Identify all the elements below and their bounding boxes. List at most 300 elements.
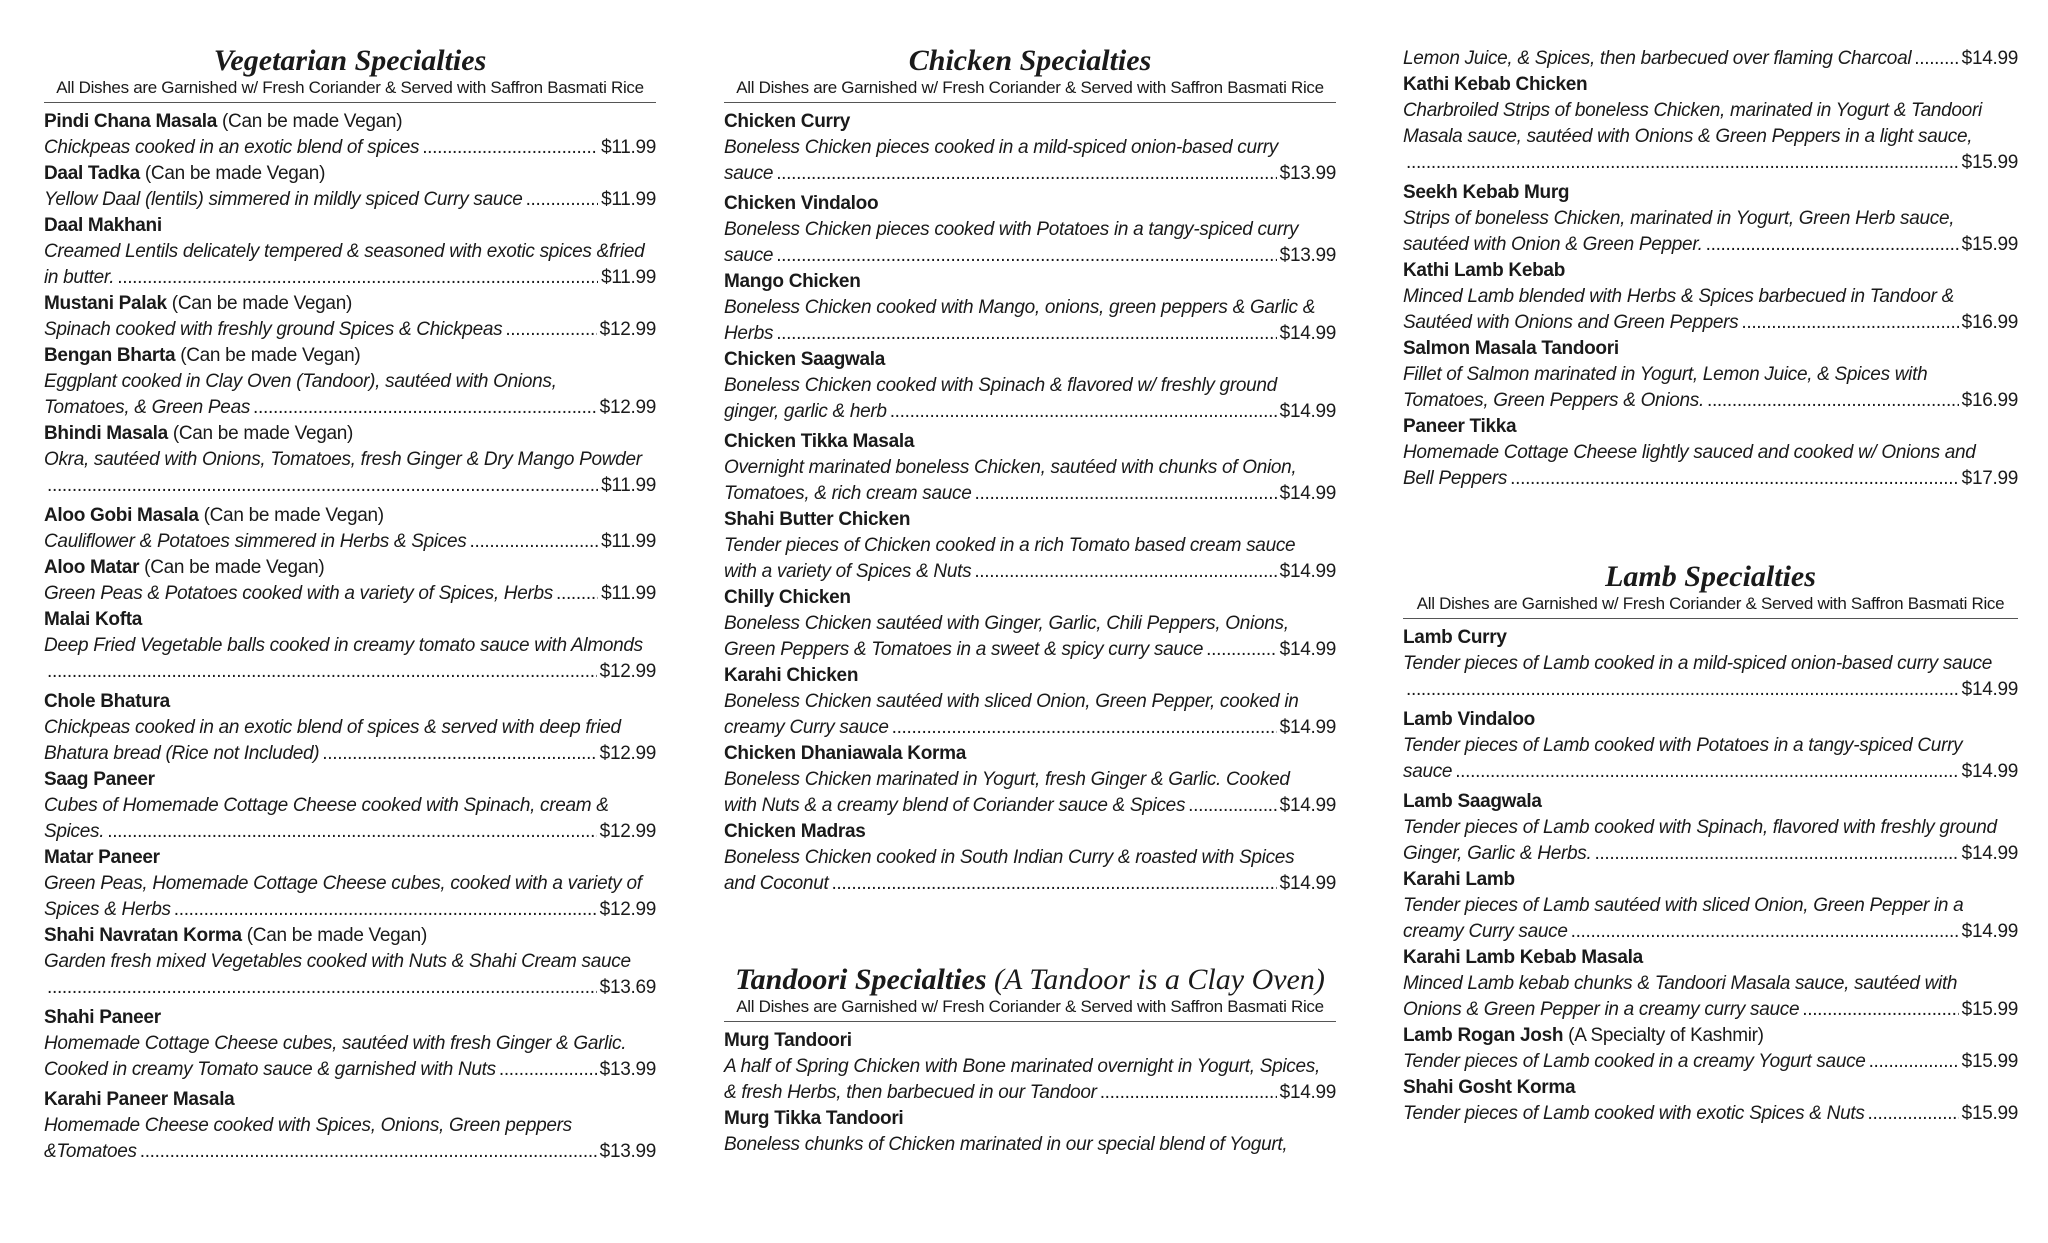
menu-item: [44, 555, 656, 607]
tandoori-continued: [1403, 0, 2018, 492]
item-description: Tender pieces of Lamb cooked with Spinach, flavored with freshly ground: [1403, 817, 1997, 838]
item-title: Chilly Chicken: [724, 587, 851, 608]
menu-item: [44, 607, 656, 685]
leader-dots: [892, 715, 1277, 741]
item-name: [724, 507, 1336, 533]
item-price-line: [44, 975, 656, 1001]
item-price-line: [724, 161, 1336, 187]
leader-dots: [140, 1139, 597, 1165]
section-subtitle: All Dishes are Garnished w/ Fresh Coriander & Served with Saffron Basmati Rice: [724, 997, 1336, 1022]
menu-item: [1403, 1023, 2018, 1075]
item-description: Boneless Chicken sautéed with sliced Onion, Green Pepper, cooked in: [724, 691, 1299, 712]
item-description-end: Tender pieces of Lamb cooked in a creamy Yogurt sauce: [1403, 1051, 1866, 1072]
item-price-line: [724, 321, 1336, 347]
menu-list: [1403, 625, 2018, 1127]
item-title: Shahi Paneer: [44, 1007, 161, 1028]
item-name: [44, 1087, 656, 1113]
item-description: Minced Lamb kebab chunks & Tandoori Masala sauce, sautéed with: [1403, 973, 1958, 994]
item-title: Malai Kofta: [44, 609, 143, 630]
column-middle: [724, 0, 1336, 1158]
item-note: (Can be made Vegan): [144, 163, 326, 184]
item-price: $14.99: [1961, 48, 2018, 69]
item-name: [44, 343, 656, 369]
item-description-end: &Tomatoes: [44, 1141, 137, 1162]
item-name: [1403, 867, 2018, 893]
item-description: Strips of boneless Chicken, marinated in Yogurt, Green Herb sauce,: [1403, 208, 1955, 229]
item-title: Karahi Chicken: [724, 665, 859, 686]
item-description-end: Onions & Green Pepper in a creamy curry sauce: [1403, 999, 1800, 1020]
item-title: Bengan Bharta: [44, 345, 176, 366]
item-title: Aloo Gobi Masala: [44, 505, 199, 526]
item-price: $16.99: [1961, 312, 2018, 333]
menu-item: [1403, 414, 2018, 492]
item-name: [724, 1028, 1336, 1054]
item-price-line: [44, 897, 656, 923]
item-price-line: [44, 529, 656, 555]
item-description-end: and Coconut: [724, 873, 829, 894]
item-description: Tender pieces of Lamb cooked with Potatoes in a tangy-spiced Curry: [1403, 735, 1963, 756]
item-price-line: [1403, 46, 2018, 72]
item-description-end: sautéed with Onion & Green Pepper.: [1403, 234, 1703, 255]
item-description-end: Yellow Daal (lentils) simmered in mildly spiced Curry sauce: [44, 189, 523, 210]
item-price: $14.99: [1279, 483, 1336, 504]
item-title: Aloo Matar: [44, 557, 140, 578]
item-price: $14.99: [1279, 401, 1336, 422]
item-price-line: [44, 741, 656, 767]
leader-dots: [526, 187, 599, 213]
menu-item: [1403, 1075, 2018, 1127]
item-description-end: Tomatoes, Green Peppers & Onions.: [1403, 390, 1704, 411]
item-description-end: Chickpeas cooked in an exotic blend of spices: [44, 137, 420, 158]
item-name: [1403, 336, 2018, 362]
item-price-line: [1403, 677, 2018, 703]
leader-dots: [47, 659, 597, 685]
menu-item: [724, 663, 1336, 741]
item-price-line: [724, 793, 1336, 819]
item-description-end: Cooked in creamy Tomato sauce & garnished with Nuts: [44, 1059, 496, 1080]
item-price: $12.99: [599, 743, 656, 764]
tandoori-section: [724, 963, 1336, 1158]
item-price-line: [44, 395, 656, 421]
item-name: [44, 923, 656, 949]
item-price: $15.99: [1961, 1051, 2018, 1072]
item-description: Tender pieces of Lamb sautéed with sliced Onion, Green Pepper in a: [1403, 895, 1964, 916]
item-price: $11.99: [601, 137, 656, 158]
leader-dots: [890, 399, 1277, 425]
item-price: $13.99: [1279, 245, 1336, 266]
item-name: [1403, 72, 2018, 98]
item-name: [44, 109, 656, 135]
item-description-end: Bell Peppers: [1403, 468, 1508, 489]
menu-item: [44, 845, 656, 923]
item-description-end: & fresh Herbs, then barbecued in our Tandoor: [724, 1082, 1097, 1103]
leader-dots: [1206, 637, 1277, 663]
item-name: [1403, 625, 2018, 651]
item-title: Chicken Tikka Masala: [724, 431, 915, 452]
item-price: $15.99: [1961, 234, 2018, 255]
item-price: $12.99: [599, 661, 656, 682]
leader-dots: [47, 975, 597, 1001]
item-description-end: sauce: [1403, 761, 1453, 782]
item-description: Cubes of Homemade Cottage Cheese cooked with Spinach, cream &: [44, 795, 609, 816]
leader-dots: [1707, 388, 1959, 414]
item-title: Karahi Paneer Masala: [44, 1089, 235, 1110]
item-name: [1403, 707, 2018, 733]
item-price: $12.99: [599, 899, 656, 920]
leader-dots: [831, 871, 1276, 897]
item-title: Shahi Gosht Korma: [1403, 1077, 1576, 1098]
item-price-line: [1403, 388, 2018, 414]
item-description-end: Green Peppers & Tomatoes in a sweet & spicy curry sauce: [724, 639, 1204, 660]
item-title: Shahi Navratan Korma: [44, 925, 242, 946]
item-note: (Can be made Vegan): [246, 925, 427, 946]
menu-item: [1403, 945, 2018, 1023]
item-price: $11.99: [601, 531, 656, 552]
leader-dots: [117, 265, 598, 291]
item-description-end: Tomatoes, & Green Peas: [44, 397, 251, 418]
item-price-line: [724, 559, 1336, 585]
item-title: Murg Tikka Tandoori: [724, 1108, 904, 1129]
item-price: $11.99: [601, 583, 656, 604]
item-name: [44, 767, 656, 793]
item-name: [44, 607, 656, 633]
item-title: Chicken Curry: [724, 111, 850, 132]
item-description: Homemade Cottage Cheese cubes, sautéed with fresh Ginger & Garlic.: [44, 1033, 627, 1054]
item-price-line: [1403, 841, 2018, 867]
menu-item: [44, 213, 656, 291]
item-name: [724, 741, 1336, 767]
menu-item: [44, 767, 656, 845]
vegetarian-section: [44, 0, 656, 1165]
leader-dots: [975, 481, 1277, 507]
section-title: Vegetarian Specialties: [213, 44, 487, 77]
item-price-line: [44, 473, 656, 499]
item-name: [724, 347, 1336, 373]
item-price: $13.69: [599, 977, 656, 998]
item-description: A half of Spring Chicken with Bone marinated overnight in Yogurt, Spices,: [724, 1056, 1320, 1077]
item-name: [44, 503, 656, 529]
menu-item: [724, 109, 1336, 187]
item-description: Green Peas, Homemade Cottage Cheese cubes, cooked with a variety of: [44, 873, 642, 894]
leader-dots: [1802, 997, 1958, 1023]
item-title: Kathi Lamb Kebab: [1403, 260, 1565, 281]
item-price-line: [1403, 466, 2018, 492]
item-price: $11.99: [601, 267, 656, 288]
item-price-line: [724, 1080, 1336, 1106]
item-price: $13.99: [1279, 163, 1336, 184]
section-title: Chicken Specialties: [908, 44, 1152, 77]
item-description: Garden fresh mixed Vegetables cooked with Nuts & Shahi Cream sauce: [44, 951, 631, 972]
item-price: $13.99: [599, 1141, 656, 1162]
item-price: $14.99: [1279, 873, 1336, 894]
item-price: $14.99: [1279, 639, 1336, 660]
item-name: [1403, 945, 2018, 971]
item-price: $14.99: [1279, 795, 1336, 816]
item-description-end: Spinach cooked with freshly ground Spices & Chickpeas: [44, 319, 503, 340]
item-description-end: Cauliflower & Potatoes simmered in Herbs & Spices: [44, 531, 467, 552]
item-price: $14.99: [1961, 679, 2018, 700]
item-price: $14.99: [1279, 717, 1336, 738]
menu-item: [44, 1087, 656, 1165]
item-description-end: Green Peas & Potatoes cooked with a variety of Spices, Herbs: [44, 583, 553, 604]
item-title: Shahi Butter Chicken: [724, 509, 911, 530]
item-description-end: in butter.: [44, 267, 115, 288]
item-price: $11.99: [601, 475, 656, 496]
item-title: Saag Paneer: [44, 769, 155, 790]
menu-item: [724, 191, 1336, 269]
item-price-line: [724, 715, 1336, 741]
item-description-end: Ginger, Garlic & Herbs.: [1403, 843, 1592, 864]
item-price: $12.99: [599, 821, 656, 842]
item-description-end: Spices.: [44, 821, 105, 842]
item-description: Homemade Cheese cooked with Spices, Onions, Green peppers: [44, 1115, 572, 1136]
item-title: Daal Makhani: [44, 215, 162, 236]
item-description: Boneless Chicken cooked with Mango, onions, green peppers & Garlic &: [724, 297, 1316, 318]
item-price: $14.99: [1961, 843, 2018, 864]
leader-dots: [505, 317, 596, 343]
item-note: (Can be made Vegan): [180, 345, 361, 366]
item-title: Pindi Chana Masala: [44, 111, 218, 132]
leader-dots: [1406, 150, 1959, 176]
item-price-line: [44, 265, 656, 291]
item-price-line: [724, 637, 1336, 663]
menu-list: [44, 109, 656, 1165]
leader-dots: [47, 473, 598, 499]
leader-dots: [174, 897, 597, 923]
section-subtitle: All Dishes are Garnished w/ Fresh Coriander & Served with Saffron Basmati Rice: [1403, 594, 2018, 619]
menu-item: [724, 429, 1336, 507]
item-price-line: [44, 1139, 656, 1165]
item-description: Boneless Chicken cooked in South Indian Curry & roasted with Spices: [724, 847, 1295, 868]
menu-item: [44, 503, 656, 555]
item-description-end: sauce: [724, 163, 774, 184]
leader-dots: [499, 1057, 597, 1083]
item-description-end: creamy Curry sauce: [724, 717, 889, 738]
item-name: [724, 663, 1336, 689]
item-name: [724, 191, 1336, 217]
menu-item: [1403, 180, 2018, 258]
item-description-end: Tomatoes, & rich cream sauce: [724, 483, 972, 504]
item-price-line: [44, 317, 656, 343]
leader-dots: [1741, 310, 1958, 336]
section-title-main: Tandoori Specialties: [735, 963, 987, 996]
item-price-line: [44, 819, 656, 845]
section-title-note: (A Tandoor is a Clay Oven): [994, 963, 1325, 996]
leader-dots: [776, 161, 1276, 187]
item-description-end: Tender pieces of Lamb cooked with exotic Spices & Nuts: [1403, 1103, 1865, 1124]
item-title: Karahi Lamb: [1403, 869, 1515, 890]
item-description: Boneless Chicken cooked with Spinach & flavored w/ freshly ground: [724, 375, 1277, 396]
item-description-end: Bhatura bread (Rice not Included): [44, 743, 320, 764]
item-price: $13.99: [599, 1059, 656, 1080]
item-description: Boneless Chicken pieces cooked with Potatoes in a tangy-spiced curry: [724, 219, 1299, 240]
menu-item: [724, 347, 1336, 425]
leader-dots: [776, 321, 1276, 347]
item-name: [724, 819, 1336, 845]
section-subtitle: All Dishes are Garnished w/ Fresh Coriander & Served with Saffron Basmati Rice: [724, 78, 1336, 103]
item-title: Lamb Rogan Josh: [1403, 1025, 1564, 1046]
item-description-end: Lemon Juice, & Spices, then barbecued over flaming Charcoal: [1403, 48, 1912, 69]
item-name: [44, 161, 656, 187]
item-price: $15.99: [1961, 152, 2018, 173]
menu-item: [1403, 867, 2018, 945]
menu-item: [724, 819, 1336, 897]
item-note: (Can be made Vegan): [171, 293, 352, 314]
leader-dots: [1100, 1080, 1277, 1106]
leader-dots: [974, 559, 1276, 585]
item-description: Homemade Cottage Cheese lightly sauced and cooked w/ Onions and: [1403, 442, 1976, 463]
item-name: [724, 109, 1336, 135]
item-title: Matar Paneer: [44, 847, 160, 868]
item-price-line: [44, 1057, 656, 1083]
item-name: [1403, 258, 2018, 284]
menu-item: [724, 269, 1336, 347]
item-title: Lamb Vindaloo: [1403, 709, 1535, 730]
item-price: $16.99: [1961, 390, 2018, 411]
item-description: Deep Fried Vegetable balls cooked in creamy tomato sauce with Almonds: [44, 635, 643, 656]
menu-list: [1403, 46, 2018, 492]
column-right: [1403, 0, 2018, 1127]
item-title: Chicken Vindaloo: [724, 193, 879, 214]
item-price: $17.99: [1961, 468, 2018, 489]
item-name: [1403, 1075, 2018, 1101]
item-title: Salmon Masala Tandoori: [1403, 338, 1619, 359]
menu-item: [724, 507, 1336, 585]
item-description: Charbroiled Strips of boneless Chicken, marinated in Yogurt & Tandoori Masala sauce, sautéed with Onions & Green Peppers in a light sauce,: [1403, 100, 1982, 147]
item-description-end: ginger, garlic & herb: [724, 401, 887, 422]
item-title: Mango Chicken: [724, 271, 861, 292]
leader-dots: [1406, 677, 1959, 703]
menu-item: [44, 923, 656, 1001]
menu-item: [724, 1028, 1336, 1106]
item-price-line: [1403, 759, 2018, 785]
item-price: $11.99: [601, 189, 656, 210]
item-price: $15.99: [1961, 1103, 2018, 1124]
item-price-line: [44, 581, 656, 607]
item-note: (Can be made Vegan): [144, 557, 325, 578]
menu-item: [44, 421, 656, 499]
menu-item: [1403, 46, 2018, 72]
item-description-end: sauce: [724, 245, 774, 266]
leader-dots: [1571, 919, 1959, 945]
item-name: [44, 845, 656, 871]
item-price-line: [1403, 1101, 2018, 1127]
item-title: Kathi Kebab Chicken: [1403, 74, 1588, 95]
leader-dots: [556, 581, 598, 607]
leader-dots: [1455, 759, 1958, 785]
item-name: [724, 429, 1336, 455]
menu-item: [44, 109, 656, 161]
menu-item: [724, 1106, 1336, 1158]
leader-dots: [322, 741, 596, 767]
item-price-line: [44, 187, 656, 213]
menu-item: [724, 585, 1336, 663]
item-title: Murg Tandoori: [724, 1030, 852, 1051]
item-description: Boneless Chicken marinated in Yogurt, fresh Ginger & Garlic. Cooked: [724, 769, 1290, 790]
item-price-line: [724, 243, 1336, 269]
item-description: Boneless chunks of Chicken marinated in our special blend of Yogurt,: [724, 1134, 1288, 1155]
item-price: $14.99: [1279, 1082, 1336, 1103]
leader-dots: [1594, 841, 1958, 867]
menu-list: [724, 109, 1336, 897]
section-title: [724, 963, 1336, 997]
item-price: $14.99: [1961, 921, 2018, 942]
leader-dots: [469, 529, 598, 555]
item-description-end: Herbs: [724, 323, 774, 344]
item-name: [44, 213, 656, 239]
item-name: [1403, 414, 2018, 440]
column-left: [44, 0, 656, 1165]
item-title: Karahi Lamb Kebab Masala: [1403, 947, 1643, 968]
item-description: Tender pieces of Chicken cooked in a rich Tomato based cream sauce: [724, 535, 1296, 556]
leader-dots: [1868, 1101, 1959, 1127]
item-description-end: creamy Curry sauce: [1403, 921, 1568, 942]
item-price-line: [44, 659, 656, 685]
menu-item: [724, 741, 1336, 819]
item-description: Okra, sautéed with Onions, Tomatoes, fresh Ginger & Dry Mango Powder: [44, 449, 642, 470]
item-description-end: with Nuts & a creamy blend of Coriander sauce & Spices: [724, 795, 1186, 816]
item-price: $14.99: [1961, 761, 2018, 782]
item-price-line: [1403, 310, 2018, 336]
item-name: [724, 585, 1336, 611]
menu-item: [44, 291, 656, 343]
item-price-line: [1403, 919, 2018, 945]
menu-item: [1403, 789, 2018, 867]
menu-item: [1403, 72, 2018, 176]
section-title: Lamb Specialties: [1605, 560, 1816, 593]
item-note: (Can be made Vegan): [222, 111, 403, 132]
item-description: Tender pieces of Lamb cooked in a mild-spiced onion-based curry sauce: [1403, 653, 1993, 674]
leader-dots: [107, 819, 596, 845]
item-name: [44, 555, 656, 581]
menu-item: [44, 689, 656, 767]
item-price: $14.99: [1279, 561, 1336, 582]
leader-dots: [422, 135, 598, 161]
item-description: Fillet of Salmon marinated in Yogurt, Lemon Juice, & Spices with: [1403, 364, 1928, 385]
item-name: [44, 291, 656, 317]
item-name: [44, 421, 656, 447]
item-description: Creamed Lentils delicately tempered & seasoned with exotic spices &fried: [44, 241, 645, 262]
item-name: [1403, 180, 2018, 206]
item-price-line: [1403, 150, 2018, 176]
menu-item: [1403, 336, 2018, 414]
menu-list: [724, 1028, 1336, 1158]
item-title: Lamb Curry: [1403, 627, 1507, 648]
item-title: Bhindi Masala: [44, 423, 168, 444]
item-name: [724, 269, 1336, 295]
item-title: Mustani Palak: [44, 293, 167, 314]
item-description-end: with a variety of Spices & Nuts: [724, 561, 972, 582]
item-price-line: [1403, 1049, 2018, 1075]
item-description: Eggplant cooked in Clay Oven (Tandoor), sautéed with Onions,: [44, 371, 557, 392]
item-description: Boneless Chicken pieces cooked in a mild-spiced onion-based curry: [724, 137, 1278, 158]
item-price-line: [1403, 232, 2018, 258]
item-title: Chicken Dhaniawala Korma: [724, 743, 966, 764]
item-price-line: [1403, 997, 2018, 1023]
item-name: [1403, 789, 2018, 815]
item-name: [44, 1005, 656, 1031]
item-title: Paneer Tikka: [1403, 416, 1517, 437]
item-price-line: [724, 399, 1336, 425]
item-title: Chole Bhatura: [44, 691, 170, 712]
item-price-line: [724, 871, 1336, 897]
leader-dots: [1510, 466, 1959, 492]
menu-item: [44, 343, 656, 421]
section-subtitle: All Dishes are Garnished w/ Fresh Coriander & Served with Saffron Basmati Rice: [44, 78, 656, 103]
item-title: Seekh Kebab Murg: [1403, 182, 1570, 203]
leader-dots: [1914, 46, 1958, 72]
menu-item: [1403, 258, 2018, 336]
